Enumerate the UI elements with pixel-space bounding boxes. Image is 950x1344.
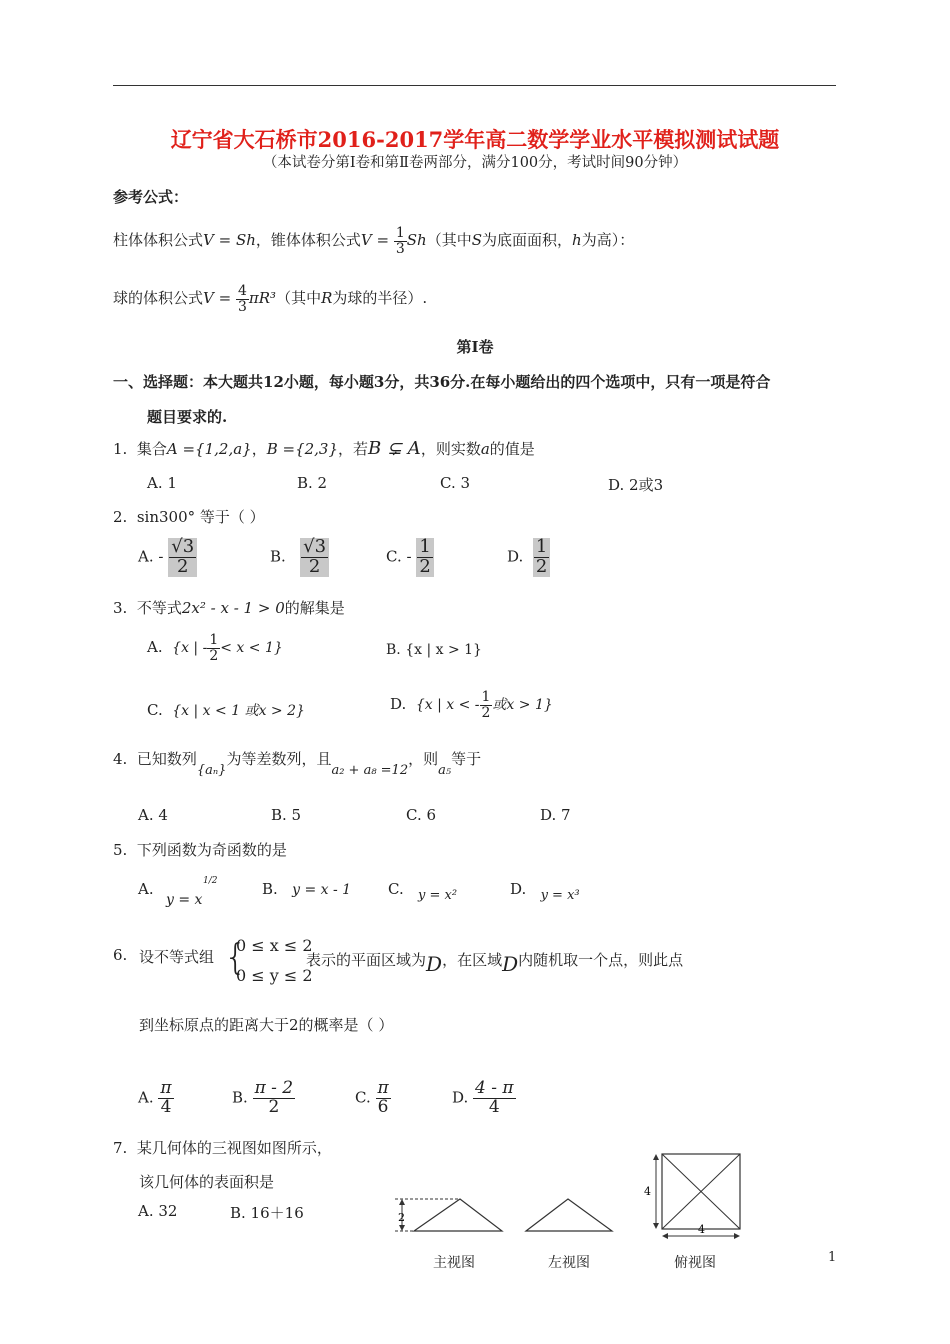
minus-sign: - bbox=[406, 547, 412, 566]
question-5 bbox=[113, 839, 287, 860]
question-text: 等于 bbox=[451, 750, 482, 768]
condition: a₂ + a₈ =12 bbox=[331, 763, 409, 778]
top-view-figure bbox=[640, 1148, 750, 1246]
q4-option-d: D. 7 bbox=[540, 806, 571, 824]
fraction-numerator: 4 bbox=[237, 283, 247, 299]
question-6-text: 设不等式组 bbox=[139, 948, 215, 966]
left-view-triangle bbox=[526, 1199, 612, 1231]
option-fraction bbox=[376, 1080, 391, 1117]
top-dim-horizontal-label: 4 bbox=[698, 1223, 705, 1236]
question-4 bbox=[113, 748, 482, 778]
brace-icon: { bbox=[224, 937, 247, 978]
inequality: 2x² - x - 1 > 0 bbox=[181, 599, 285, 617]
formula-line-1 bbox=[113, 226, 634, 256]
left-view-label: 左视图 bbox=[548, 1255, 590, 1271]
option-label: B. bbox=[232, 1088, 248, 1107]
q6-option-b bbox=[232, 1080, 295, 1117]
question-text: ，若 bbox=[338, 440, 369, 458]
arrow-up-icon bbox=[653, 1154, 659, 1160]
fraction-numerator: √3 bbox=[171, 536, 195, 557]
option-fraction bbox=[207, 633, 220, 663]
formula-text: （其中 bbox=[276, 289, 322, 308]
option-label: C. bbox=[355, 1088, 371, 1107]
option-label: D. bbox=[507, 547, 524, 566]
fraction-denominator: 2 bbox=[209, 647, 219, 664]
option-label: B. bbox=[270, 547, 286, 566]
fraction-numerator: 1 bbox=[535, 536, 548, 557]
formula-text: 为球的半径）. bbox=[332, 289, 428, 308]
target-term: a₅ bbox=[438, 763, 452, 778]
q5-option-a-expr: y = x bbox=[166, 892, 203, 908]
fraction-denominator: 2 bbox=[535, 555, 548, 577]
fraction-denominator: 2 bbox=[419, 555, 431, 577]
fraction-denominator: 4 bbox=[160, 1096, 172, 1117]
option-label: D. bbox=[452, 1088, 469, 1107]
option-fraction bbox=[300, 538, 329, 577]
top-view-label: 俯视图 bbox=[674, 1255, 716, 1271]
top-dim-vertical-label: 4 bbox=[644, 1185, 651, 1198]
fraction-numerator: 1 bbox=[419, 536, 431, 557]
q3-option-d bbox=[390, 690, 553, 720]
front-view-label: 主视图 bbox=[433, 1255, 475, 1271]
fraction-denominator: 2 bbox=[176, 555, 189, 577]
fraction-numerator: 1 bbox=[395, 225, 405, 241]
q5-option-a bbox=[138, 880, 154, 898]
fraction-numerator: π bbox=[377, 1078, 389, 1098]
question-6-number: 6. bbox=[113, 946, 128, 964]
option-expr: y = x² bbox=[418, 888, 458, 903]
question-text: ，则 bbox=[408, 750, 439, 768]
q6-option-c bbox=[355, 1080, 391, 1117]
q2-option-d bbox=[507, 538, 550, 577]
variable: a bbox=[480, 440, 490, 458]
question-text: 不等式 bbox=[136, 599, 182, 617]
formula-text: 为高）： bbox=[581, 231, 635, 250]
fraction-denominator: 6 bbox=[377, 1096, 389, 1117]
arrow-down-icon bbox=[399, 1225, 405, 1231]
option-fraction bbox=[533, 538, 550, 577]
q4-option-b: B. 5 bbox=[271, 806, 302, 824]
option-expr: {x | x < - bbox=[415, 697, 480, 714]
q5-option-a-exponent: 1/2 bbox=[203, 876, 218, 886]
section-instruction: 一、选择题：本大题共12小题，每小题3分，共36分.在每小题给出的四个选项中，只有一项是符合 bbox=[113, 373, 771, 391]
question-1 bbox=[113, 438, 535, 459]
option-fraction bbox=[253, 1080, 296, 1117]
fraction-denominator: 2 bbox=[268, 1096, 280, 1117]
option-label: C. bbox=[388, 880, 404, 898]
formula-line-2 bbox=[113, 284, 427, 314]
option-label: D. bbox=[390, 695, 407, 714]
option-fraction bbox=[416, 538, 433, 577]
q6-option-a bbox=[138, 1080, 174, 1117]
question-text: 内随机取一个点，则此点 bbox=[518, 951, 684, 969]
option-fraction bbox=[473, 1080, 516, 1117]
minus-sign: - bbox=[158, 547, 164, 566]
formula-fraction bbox=[236, 284, 249, 314]
formula-text: 柱体体积公式 bbox=[113, 231, 204, 250]
formula-text: ，锥体体积公式 bbox=[255, 231, 361, 250]
fraction-denominator: 4 bbox=[488, 1096, 500, 1117]
option-label: B. bbox=[262, 880, 278, 898]
question-text: 已知数列 bbox=[136, 750, 197, 768]
q5-option-b bbox=[262, 880, 351, 898]
fraction-numerator: √3 bbox=[303, 536, 327, 557]
question-number: 7. bbox=[113, 1139, 128, 1157]
q2-option-c bbox=[386, 538, 434, 577]
question-text: sin300° 等于（ ） bbox=[136, 508, 265, 526]
region-d: D bbox=[502, 952, 519, 976]
question-text: ，在区域 bbox=[442, 951, 503, 969]
formula-text: 为底面面积， bbox=[482, 231, 573, 250]
arrow-right-icon bbox=[734, 1233, 740, 1239]
question-3 bbox=[113, 597, 345, 618]
section-instruction-cont: 题目要求的. bbox=[147, 408, 228, 426]
question-number: 5. bbox=[113, 841, 128, 859]
region-d: D bbox=[426, 952, 443, 976]
question-text: ，则实数 bbox=[420, 440, 481, 458]
option-label: A. bbox=[138, 547, 154, 566]
page-title: 辽宁省大石桥市2016-2017学年高二数学学业水平模拟测试试题 bbox=[170, 127, 780, 152]
option-label: A. bbox=[138, 1088, 154, 1107]
arrow-down-icon bbox=[653, 1223, 659, 1229]
q5-option-d bbox=[510, 880, 580, 903]
top-rule bbox=[113, 85, 836, 86]
q1-option-d: D. 2或3 bbox=[608, 476, 664, 494]
system-line-2: 0 ≤ y ≤ 2 bbox=[236, 966, 313, 985]
fraction-numerator: π - 2 bbox=[254, 1078, 294, 1098]
front-view-triangle bbox=[414, 1199, 502, 1231]
formula-expr: V = bbox=[360, 231, 390, 250]
set-b: B ={2,3} bbox=[266, 440, 339, 458]
formula-expr: πR³ bbox=[248, 289, 277, 308]
fraction-denominator: 2 bbox=[481, 704, 491, 721]
page-subtitle: （本试卷分第Ⅰ卷和第Ⅱ卷两部分，满分100分，考试时间90分钟） bbox=[262, 155, 688, 171]
question-text: 下列函数为奇函数的是 bbox=[136, 841, 287, 859]
q3-option-b: B. {x | x > 1} bbox=[386, 642, 482, 658]
formula-var: S bbox=[471, 231, 483, 250]
formula-text: 球的体积公式 bbox=[113, 289, 204, 308]
fraction-numerator: 1 bbox=[209, 632, 219, 648]
fraction-denominator: 2 bbox=[308, 555, 321, 577]
fraction-denominator: 3 bbox=[237, 298, 247, 315]
q1-option-b: B. 2 bbox=[297, 474, 328, 492]
q4-option-a: A. 4 bbox=[138, 806, 168, 824]
arrow-left-icon bbox=[662, 1233, 668, 1239]
option-fraction bbox=[168, 538, 197, 577]
q7-option-b: B. 16＋16 bbox=[230, 1204, 304, 1222]
left-view-figure bbox=[520, 1195, 620, 1240]
q7-option-a: A. 32 bbox=[138, 1202, 178, 1220]
question-number: 4. bbox=[113, 750, 128, 768]
option-expr: 或x > 1} bbox=[492, 697, 553, 714]
question-text: 为等差数列，且 bbox=[226, 750, 332, 768]
fraction-numerator: 4 - π bbox=[475, 1078, 514, 1098]
formula-fraction bbox=[394, 226, 407, 256]
q1-option-a: A. 1 bbox=[147, 474, 177, 492]
question-text: 某几何体的三视图如图所示， bbox=[136, 1139, 332, 1157]
formula-expr: V = Sh bbox=[203, 231, 256, 250]
formula-expr: V = bbox=[203, 289, 232, 308]
question-text: 的解集是 bbox=[284, 599, 345, 617]
question-text: 集合 bbox=[136, 440, 167, 458]
formula-var: R bbox=[321, 289, 333, 308]
question-7 bbox=[113, 1137, 332, 1158]
question-6-text-2: 到坐标原点的距离大于2的概率是（ ） bbox=[139, 1016, 394, 1034]
question-6-continued bbox=[306, 946, 684, 976]
option-label: A. bbox=[147, 638, 163, 657]
option-label: A. bbox=[138, 880, 154, 898]
q5-option-c bbox=[388, 880, 458, 903]
formula-var: h bbox=[572, 231, 582, 250]
fraction-numerator: 1 bbox=[481, 689, 491, 705]
page-number: 1 bbox=[828, 1250, 837, 1265]
fraction-numerator: π bbox=[160, 1078, 172, 1098]
sequence: {aₙ} bbox=[196, 763, 227, 778]
formula-text: （其中 bbox=[426, 231, 472, 250]
question-7-text-2: 该几何体的表面积是 bbox=[139, 1173, 275, 1191]
option-label: C. bbox=[147, 701, 163, 719]
q6-option-d bbox=[452, 1080, 516, 1117]
arrow-up-icon bbox=[399, 1199, 405, 1205]
question-text: 的值是 bbox=[489, 440, 535, 458]
front-dim-label: 2 bbox=[398, 1211, 405, 1224]
option-label: D. bbox=[510, 880, 527, 898]
option-fraction bbox=[480, 690, 493, 720]
option-expr: y = x - 1 bbox=[292, 882, 352, 898]
option-expr: {x | x < 1 或x > 2} bbox=[172, 703, 305, 719]
question-2 bbox=[113, 506, 265, 527]
option-fraction bbox=[158, 1080, 173, 1117]
q2-option-a bbox=[138, 538, 197, 577]
subset-relation: B ⊊ A bbox=[368, 438, 421, 459]
q2-option-b bbox=[270, 538, 329, 577]
option-expr: {x | - bbox=[172, 640, 208, 657]
option-expr: y = x³ bbox=[540, 888, 580, 903]
q3-option-a bbox=[147, 633, 283, 663]
q3-option-c bbox=[147, 700, 305, 720]
question-number: 1. bbox=[113, 440, 128, 458]
question-number: 3. bbox=[113, 599, 128, 617]
q4-option-c: C. 6 bbox=[406, 806, 437, 824]
set-a: A ={1,2,a} bbox=[166, 440, 252, 458]
q1-option-c: C. 3 bbox=[440, 474, 471, 492]
formulas-heading: 参考公式： bbox=[113, 188, 189, 206]
option-expr: < x < 1} bbox=[220, 640, 283, 657]
volume-label: 第Ⅰ卷 bbox=[456, 338, 494, 356]
option-label: C. bbox=[386, 547, 402, 566]
front-view-figure bbox=[390, 1195, 505, 1240]
question-text: ， bbox=[251, 440, 267, 458]
system-line-1: 0 ≤ x ≤ 2 bbox=[236, 936, 313, 955]
formula-expr: Sh bbox=[406, 231, 427, 250]
question-text: 表示的平面区域为 bbox=[306, 951, 427, 969]
fraction-denominator: 3 bbox=[395, 240, 405, 257]
question-number: 2. bbox=[113, 508, 128, 526]
